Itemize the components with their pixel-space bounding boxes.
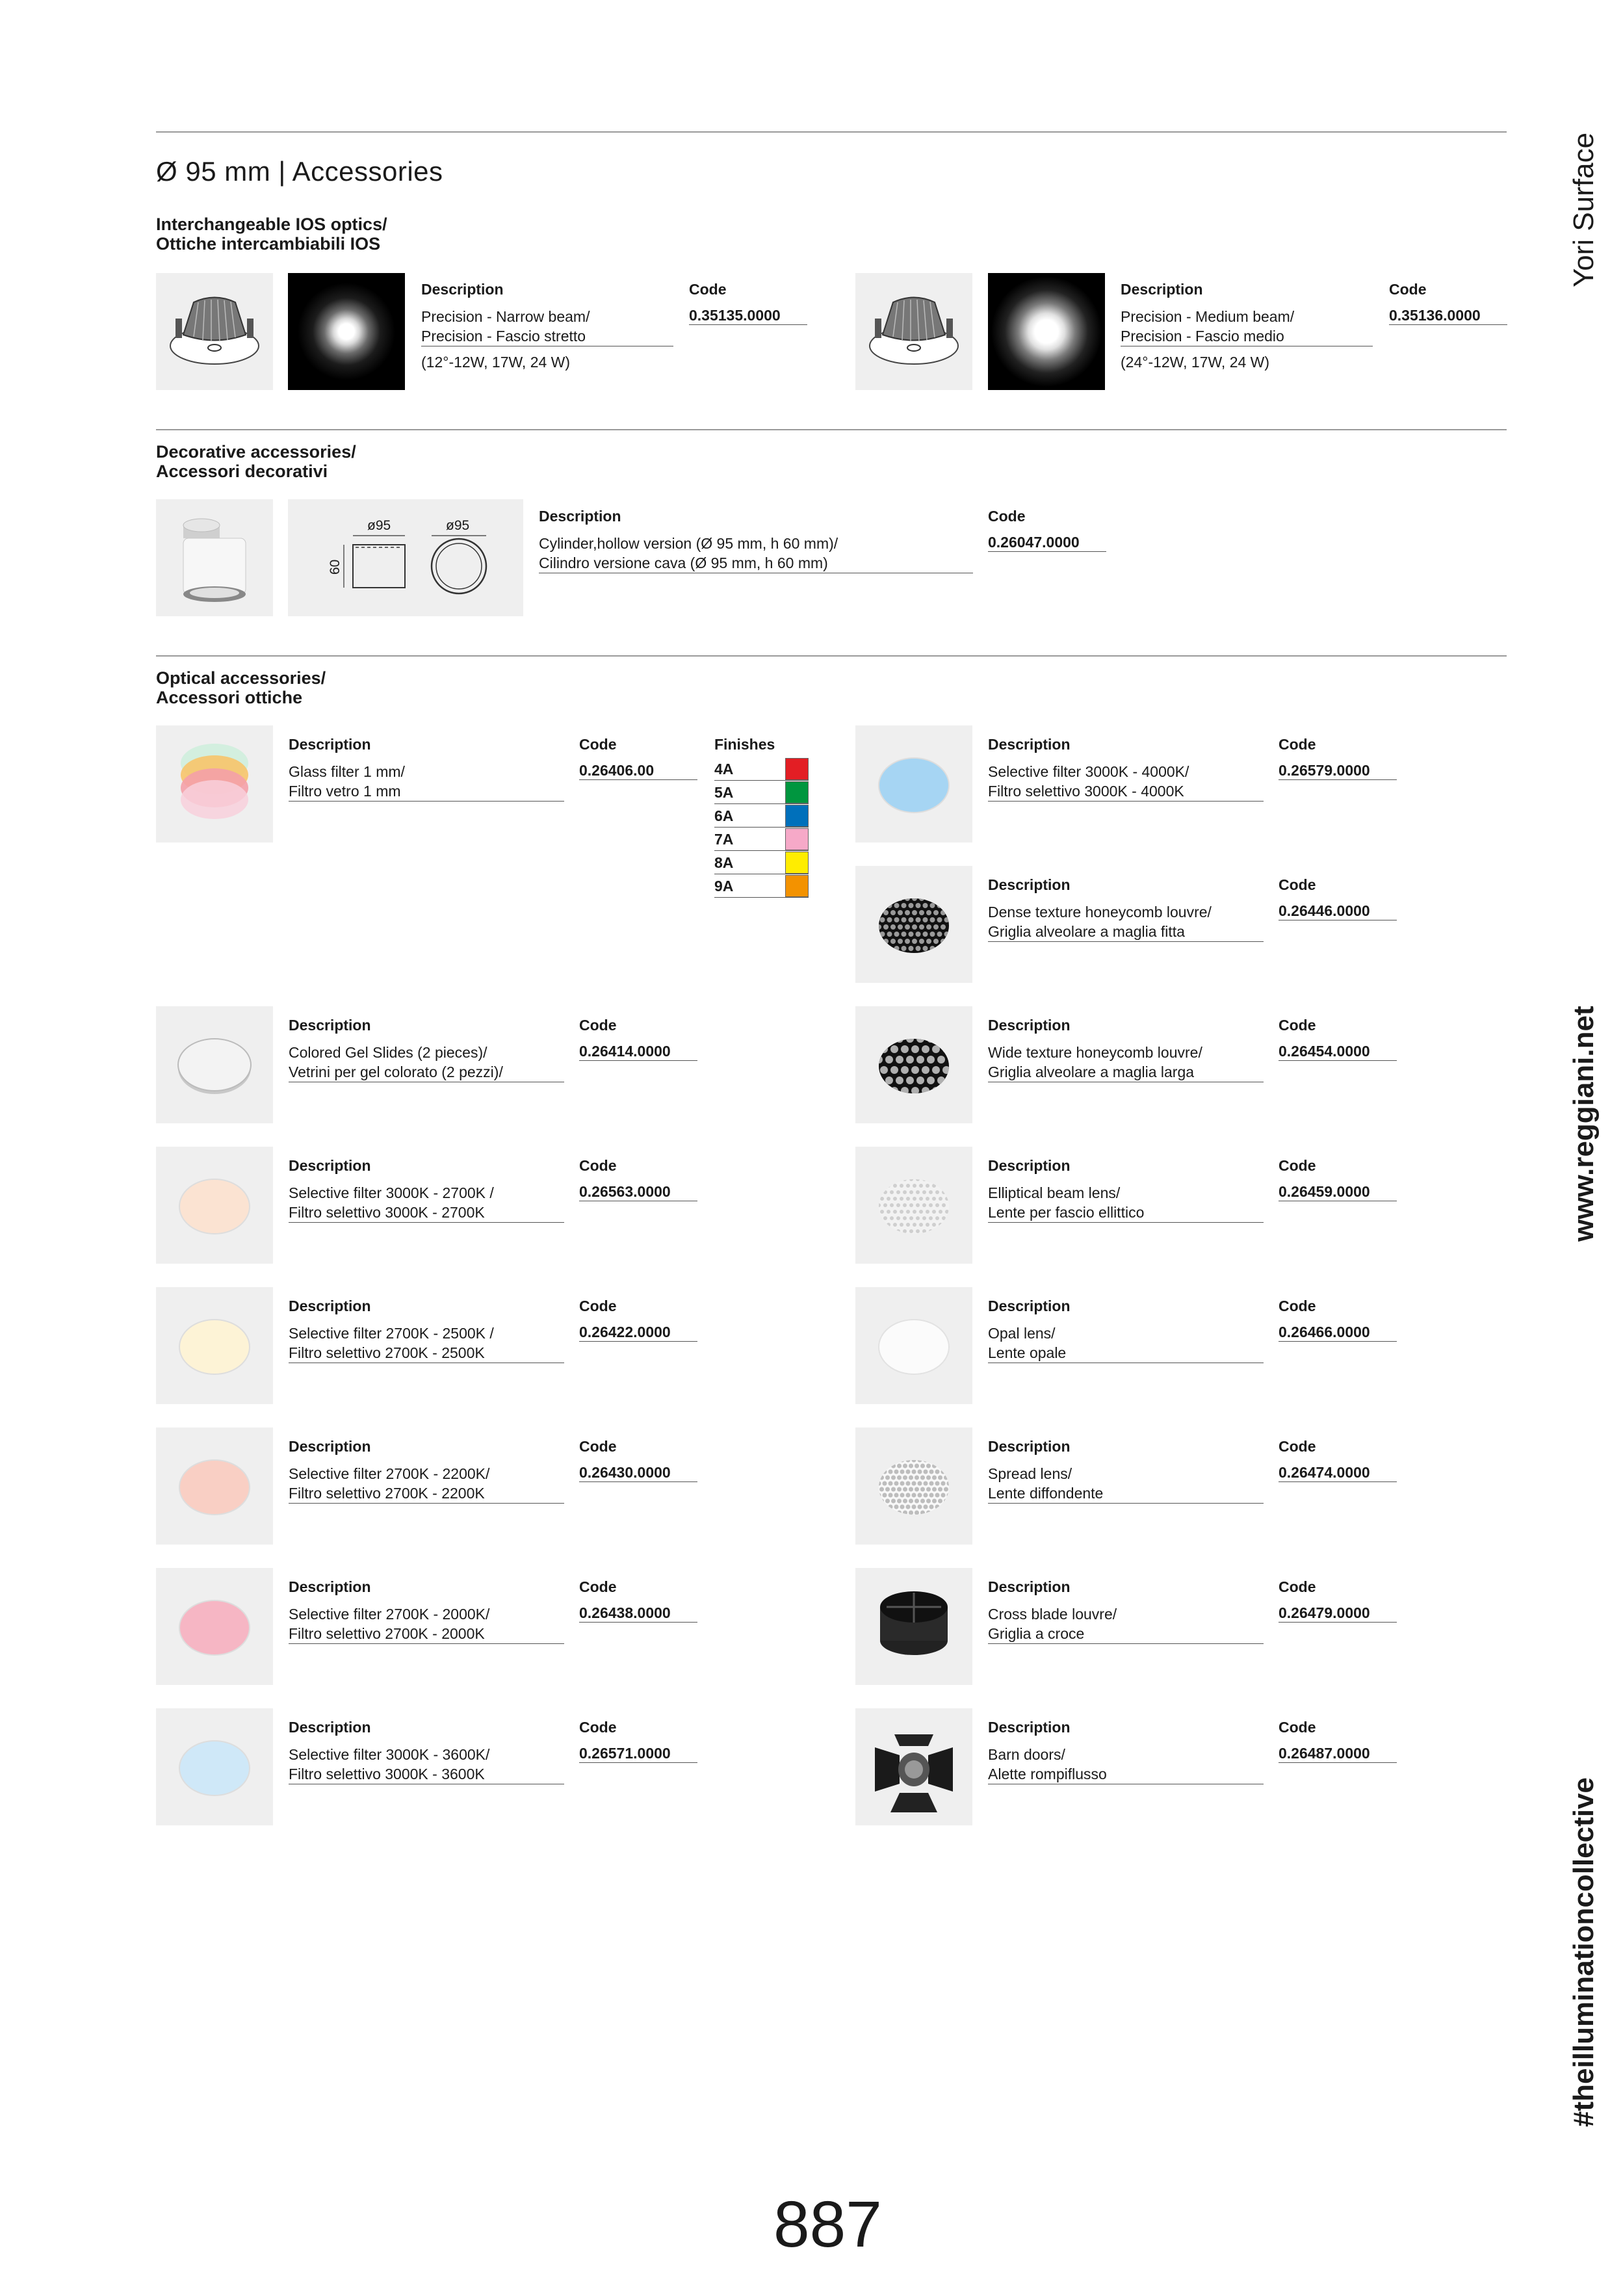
side-label-website[interactable]: www.reggiani.net bbox=[1568, 1006, 1600, 1242]
code-label: Code bbox=[1279, 1578, 1316, 1595]
accessory-code: 0.26446.0000 bbox=[1279, 902, 1397, 920]
dimension-height: 60 bbox=[328, 559, 343, 575]
filter-salmon-icon bbox=[156, 1428, 273, 1548]
ios-product-image-2 bbox=[855, 273, 972, 390]
code-label: Code bbox=[579, 1438, 617, 1455]
description-label: Description bbox=[988, 1578, 1071, 1595]
accessory-code: 0.26579.0000 bbox=[1279, 762, 1397, 780]
description-label: Description bbox=[289, 1719, 371, 1736]
code-label: Code bbox=[1279, 736, 1316, 753]
code-label: Code bbox=[579, 1298, 617, 1314]
finishes-label: Finishes bbox=[714, 736, 775, 753]
accessory-description: Selective filter 2700K - 2200K/ Filtro selettivo 2700K - 2200K bbox=[289, 1464, 564, 1504]
finish-color-swatch bbox=[785, 758, 809, 780]
accessory-code: 0.26487.0000 bbox=[1279, 1745, 1397, 1763]
code-label: Code bbox=[579, 1157, 617, 1174]
description-label: Description bbox=[289, 1578, 371, 1595]
section-rule-optical bbox=[156, 655, 1507, 657]
finish-color-swatch bbox=[785, 828, 809, 850]
code-label: Code bbox=[1279, 1017, 1316, 1034]
accessory-image bbox=[855, 1428, 972, 1545]
accessory-image bbox=[156, 1428, 273, 1545]
dimension-drawing-icon bbox=[288, 499, 523, 616]
filter-blue-icon bbox=[855, 725, 972, 846]
code-label: Code bbox=[579, 1578, 617, 1595]
top-rule bbox=[156, 131, 1507, 133]
finish-row bbox=[714, 852, 809, 874]
glass-filter-image bbox=[156, 725, 273, 842]
description-label: Description bbox=[988, 1017, 1071, 1034]
accessory-description: Cross blade louvre/ Griglia a croce bbox=[988, 1604, 1264, 1644]
cylinder-dimension-drawing bbox=[288, 499, 523, 616]
accessory-code: 0.26414.0000 bbox=[579, 1043, 697, 1061]
page-number: 887 bbox=[773, 2188, 882, 2261]
finish-row bbox=[714, 758, 809, 781]
opal-lens-icon bbox=[855, 1287, 972, 1407]
finish-row bbox=[714, 828, 809, 851]
decorative-code-label: Code bbox=[988, 508, 1026, 525]
ios-product-image bbox=[156, 273, 273, 390]
honeycomb-dense-icon bbox=[855, 866, 972, 986]
ios2-code: 0.35136.0000 bbox=[1389, 307, 1507, 325]
ios2-code-label: Code bbox=[1389, 281, 1427, 298]
ios1-code-label: Code bbox=[689, 281, 727, 298]
description-label: Description bbox=[988, 1157, 1071, 1174]
dimension-diameter-1: ø95 bbox=[367, 518, 391, 533]
accessory-code: 0.26474.0000 bbox=[1279, 1464, 1397, 1482]
medium-beam-image bbox=[988, 273, 1105, 390]
dimension-diameter-2: ø95 bbox=[446, 518, 470, 533]
filter-cream-icon bbox=[156, 1287, 273, 1407]
accessory-code: 0.26479.0000 bbox=[1279, 1604, 1397, 1623]
section-rule-decorative bbox=[156, 429, 1507, 430]
accessory-description: Colored Gel Slides (2 pieces)/ Vetrini per gel colorato (2 pezzi)/ bbox=[289, 1043, 564, 1082]
finish-code: 6A bbox=[714, 807, 734, 824]
accessory-image bbox=[855, 1147, 972, 1264]
code-label: Code bbox=[579, 1719, 617, 1736]
accessory-code: 0.26430.0000 bbox=[579, 1464, 697, 1482]
ios2-note: (24°-12W, 17W, 24 W) bbox=[1121, 354, 1270, 371]
accessory-description: Wide texture honeycomb louvre/ Griglia alveolare a maglia larga bbox=[988, 1043, 1264, 1082]
description-label: Description bbox=[988, 1298, 1071, 1314]
accessory-description: Barn doors/ Alette rompiflusso bbox=[988, 1745, 1264, 1784]
code-label: Code bbox=[1279, 1438, 1316, 1455]
accessory-code: 0.26571.0000 bbox=[579, 1745, 697, 1763]
decorative-desc: Cylinder,hollow version (Ø 95 mm, h 60 mm)/ Cilindro versione cava (Ø 95 mm, h 60 mm) bbox=[539, 534, 973, 573]
description-label: Description bbox=[988, 736, 1071, 753]
accessory-description: Dense texture honeycomb louvre/ Griglia alveolare a maglia fitta bbox=[988, 902, 1264, 942]
cross-blade-icon bbox=[855, 1568, 972, 1688]
description-label: Description bbox=[988, 1719, 1071, 1736]
accessory-image bbox=[855, 725, 972, 842]
finish-row bbox=[714, 805, 809, 828]
description-label: Description bbox=[988, 1438, 1071, 1455]
filter-lightblue-icon bbox=[156, 1708, 273, 1829]
accessory-description: Selective filter 3000K - 4000K/ Filtro selettivo 3000K - 4000K bbox=[988, 762, 1264, 802]
accessory-image bbox=[855, 1006, 972, 1123]
finishes-table bbox=[714, 758, 809, 901]
finish-color-swatch bbox=[785, 852, 809, 874]
finish-code: 7A bbox=[714, 831, 734, 848]
side-label-hashtag: #theilluminationcollective bbox=[1568, 1777, 1600, 2127]
accessory-code: 0.26422.0000 bbox=[579, 1324, 697, 1342]
filter-peach-icon bbox=[156, 1147, 273, 1267]
accessory-image bbox=[855, 1708, 972, 1825]
accessory-description: Selective filter 2700K - 2000K/ Filtro selettivo 2700K - 2000K bbox=[289, 1604, 564, 1644]
glass-desc-label: Description bbox=[289, 736, 371, 753]
gel-slides-icon bbox=[156, 1006, 273, 1127]
downlight-icon bbox=[156, 273, 273, 390]
finish-color-swatch bbox=[785, 875, 809, 897]
finish-code: 4A bbox=[714, 761, 734, 777]
description-label: Description bbox=[289, 1017, 371, 1034]
ios1-note: (12°-12W, 17W, 24 W) bbox=[421, 354, 571, 371]
accessory-code: 0.26438.0000 bbox=[579, 1604, 697, 1623]
finish-color-swatch bbox=[785, 781, 809, 803]
description-label: Description bbox=[289, 1438, 371, 1455]
accessory-image bbox=[156, 1006, 273, 1123]
accessory-description: Spread lens/ Lente diffondente bbox=[988, 1464, 1264, 1504]
ios2-desc: Precision - Medium beam/ Precision - Fascio medio bbox=[1121, 307, 1373, 346]
accessory-description: Selective filter 2700K - 2500K / Filtro selettivo 2700K - 2500K bbox=[289, 1324, 564, 1363]
cylinder-icon bbox=[156, 499, 273, 616]
accessory-image bbox=[156, 1708, 273, 1825]
accessory-code: 0.26459.0000 bbox=[1279, 1183, 1397, 1201]
narrow-beam-image bbox=[288, 273, 405, 390]
page-title: Ø 95 mm | Accessories bbox=[156, 156, 443, 187]
accessory-image bbox=[156, 1287, 273, 1404]
accessory-description: Opal lens/ Lente opale bbox=[988, 1324, 1264, 1363]
ios2-desc-label: Description bbox=[1121, 281, 1203, 298]
glass-filters-icon bbox=[156, 725, 273, 842]
filter-pink-icon bbox=[156, 1568, 273, 1688]
ios1-desc-label: Description bbox=[421, 281, 504, 298]
glass-desc: Glass filter 1 mm/ Filtro vetro 1 mm bbox=[289, 762, 564, 802]
barn-doors-icon bbox=[855, 1708, 972, 1829]
code-label: Code bbox=[1279, 1298, 1316, 1314]
accessory-image bbox=[156, 1147, 273, 1264]
glass-code-label: Code bbox=[579, 736, 617, 753]
side-label-product: Yori Surface bbox=[1568, 132, 1600, 287]
code-label: Code bbox=[1279, 1157, 1316, 1174]
decorative-desc-label: Description bbox=[539, 508, 621, 525]
spread-lens-icon bbox=[855, 1428, 972, 1548]
finish-color-swatch bbox=[785, 805, 809, 827]
code-label: Code bbox=[1279, 876, 1316, 893]
finish-code: 5A bbox=[714, 784, 734, 801]
ios1-code: 0.35135.0000 bbox=[689, 307, 807, 325]
description-label: Description bbox=[988, 876, 1071, 893]
downlight-icon bbox=[855, 273, 972, 390]
elliptical-lens-icon bbox=[855, 1147, 972, 1267]
finish-row bbox=[714, 875, 809, 898]
accessory-code: 0.26563.0000 bbox=[579, 1183, 697, 1201]
accessory-description: Selective filter 3000K - 2700K / Filtro selettivo 3000K - 2700K bbox=[289, 1183, 564, 1223]
description-label: Description bbox=[289, 1298, 371, 1314]
accessory-image bbox=[855, 1568, 972, 1685]
cylinder-image bbox=[156, 499, 273, 616]
code-label: Code bbox=[1279, 1719, 1316, 1736]
accessory-image bbox=[855, 866, 972, 983]
accessory-description: Elliptical beam lens/ Lente per fascio ellittico bbox=[988, 1183, 1264, 1223]
decorative-code: 0.26047.0000 bbox=[988, 534, 1106, 552]
accessory-code: 0.26466.0000 bbox=[1279, 1324, 1397, 1342]
glass-code: 0.26406.00 bbox=[579, 762, 697, 780]
accessory-image bbox=[855, 1287, 972, 1404]
accessory-description: Selective filter 3000K - 3600K/ Filtro selettivo 3000K - 3600K bbox=[289, 1745, 564, 1784]
description-label: Description bbox=[289, 1157, 371, 1174]
finish-code: 9A bbox=[714, 878, 734, 894]
finish-row bbox=[714, 781, 809, 804]
ios1-desc: Precision - Narrow beam/ Precision - Fascio stretto bbox=[421, 307, 673, 346]
section-title-ios: Interchangeable IOS optics/ Ottiche intercambiabili IOS bbox=[156, 215, 387, 254]
accessory-image bbox=[156, 1568, 273, 1685]
section-title-optical: Optical accessories/ Accessori ottiche bbox=[156, 668, 326, 707]
accessory-code: 0.26454.0000 bbox=[1279, 1043, 1397, 1061]
honeycomb-wide-icon bbox=[855, 1006, 972, 1127]
section-title-decorative: Decorative accessories/ Accessori decorativi bbox=[156, 442, 356, 481]
finish-code: 8A bbox=[714, 854, 734, 871]
code-label: Code bbox=[579, 1017, 617, 1034]
